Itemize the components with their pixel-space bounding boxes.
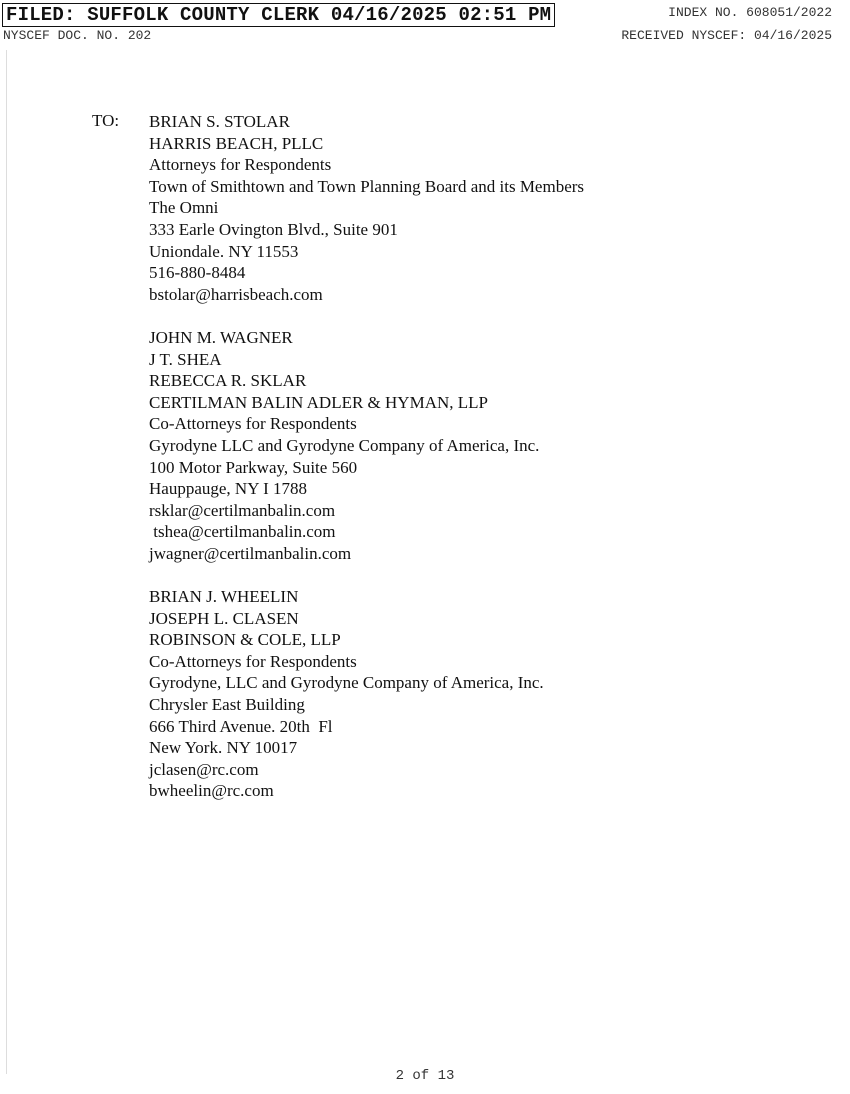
recipient-block [149, 586, 584, 802]
address-line: tshea@certilmanbalin.com [149, 522, 336, 542]
recipient-block [149, 327, 584, 565]
index-number: INDEX NO. 608051/2022 [668, 5, 832, 20]
address-line: The Omni [149, 198, 219, 218]
filed-stamp: FILED: SUFFOLK COUNTY CLERK 04/16/2025 02:51 PM [2, 3, 555, 27]
address-line: Uniondale. NY 11553 [149, 241, 299, 261]
address-line: jwagner@certilmanbalin.com [149, 543, 352, 563]
address-line: BRIAN J. WHEELIN [149, 587, 299, 607]
address-line: Chrysler East Building [149, 695, 305, 715]
received-date: RECEIVED NYSCEF: 04/16/2025 [621, 28, 832, 43]
address-line: Attorneys for Respondents [149, 155, 332, 175]
recipient-list [149, 111, 584, 824]
address-line: jclasen@rc.com [149, 759, 259, 779]
address-line: CERTILMAN BALIN ADLER & HYMAN, LLP [149, 392, 488, 412]
address-line: 666 Third Avenue. 20th Fl [149, 716, 333, 736]
address-line: BRIAN S. STOLAR [149, 112, 290, 131]
address-line: REBECCA R. SKLAR [149, 371, 307, 391]
address-line: Co-Attorneys for Respondents [149, 414, 357, 434]
address-line: Co-Attorneys for Respondents [149, 651, 357, 671]
address-line: 333 Earle Ovington Blvd., Suite 901 [149, 219, 398, 239]
to-label: TO: [92, 111, 120, 130]
address-line: J T. SHEA [149, 349, 222, 369]
address-line: bstolar@harrisbeach.com [149, 284, 323, 304]
address-line: 100 Motor Parkway, Suite 560 [149, 457, 358, 477]
address-line: Hauppauge, NY I 1788 [149, 479, 307, 499]
address-line: Gyrodyne, LLC and Gyrodyne Company of America, Inc. [149, 673, 544, 693]
address-line: Gyrodyne LLC and Gyrodyne Company of America, Inc. [149, 435, 540, 455]
address-line: bwheelin@rc.com [149, 781, 274, 801]
address-line: 516-880-8484 [149, 263, 246, 283]
address-line: JOSEPH L. CLASEN [149, 608, 299, 628]
address-line: HARRIS BEACH, PLLC [149, 133, 324, 153]
scan-margin-line [6, 50, 7, 1074]
address-line: ROBINSON & COLE, LLP [149, 630, 341, 650]
address-line: New York. NY 10017 [149, 738, 298, 758]
address-line: JOHN M. WAGNER [149, 327, 293, 347]
address-line: rsklar@certilmanbalin.com [149, 500, 336, 520]
doc-number: NYSCEF DOC. NO. 202 [3, 28, 152, 43]
recipient-block [149, 111, 584, 305]
page-number: 2 of 13 [395, 1068, 455, 1084]
address-line: Town of Smithtown and Town Planning Board and its Members [149, 176, 585, 196]
